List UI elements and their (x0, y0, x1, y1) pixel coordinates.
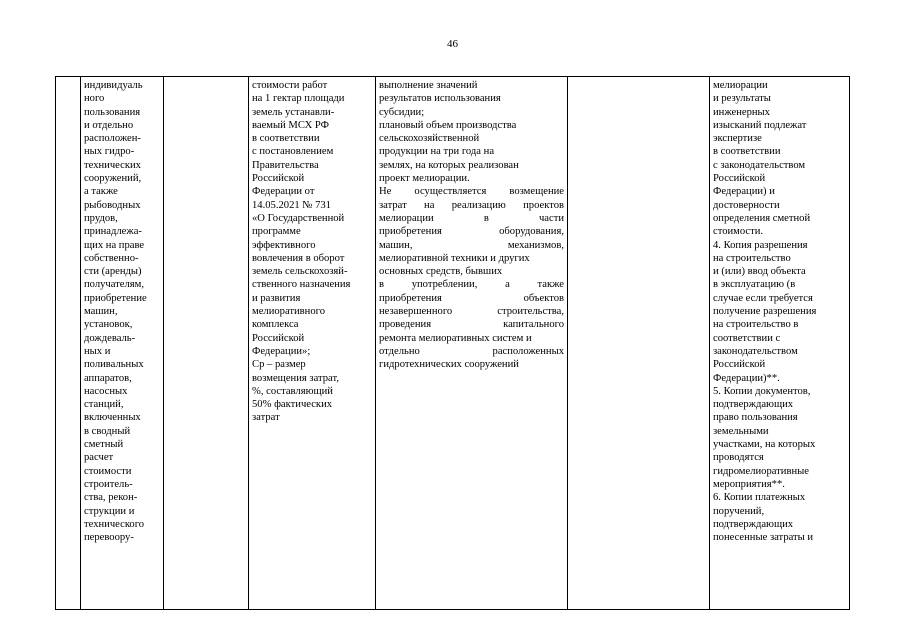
text-line: участками, на которых (713, 439, 816, 451)
cell-conditions (376, 77, 568, 610)
text-line: установок, (84, 319, 133, 331)
text-line: принадлежа- (84, 226, 142, 238)
text-line: мелиорации (713, 80, 768, 91)
text-line: мелиоративного (252, 306, 326, 318)
text-line: плановый объем производства (379, 119, 517, 131)
text-line: проект мелиорации. (379, 173, 470, 185)
text-line: проведения капитального (379, 319, 564, 331)
text-line: Российской (713, 359, 766, 371)
text-line: сооружений, (84, 173, 142, 185)
text-line: ного (84, 93, 105, 105)
text-line: программе (252, 226, 301, 238)
text-line: на 1 гектар площади (252, 93, 345, 105)
cell-rate-formula (249, 77, 376, 610)
text-line: с законодательством (713, 159, 806, 171)
text-line: затрат (252, 412, 280, 424)
text-line: собственно- (84, 252, 139, 264)
text-line: и развития (252, 292, 301, 304)
text-line: ства, рекон- (84, 492, 138, 504)
text-line: технического (84, 518, 145, 530)
text-line: соответствии с (713, 332, 781, 344)
text-line: 14.05.2021 № 731 (252, 199, 331, 211)
text-line: определения сметной (713, 212, 811, 224)
text-line: Федерации от (252, 186, 315, 198)
text-line: технических (84, 159, 141, 171)
text-line: насосных (84, 385, 128, 397)
text-line: 4. Копия разрешения (713, 239, 808, 251)
text-line: в сводный (84, 425, 131, 437)
text-line: прудов, (84, 212, 118, 224)
text-line: машин, механизмов, (379, 239, 564, 251)
text-line: ных и (84, 345, 111, 357)
text-line: продукции на три года на (379, 146, 495, 158)
text-line: с постановлением (252, 146, 334, 158)
text-line: расположен- (84, 133, 141, 145)
text-line: основных средств, бывших (379, 266, 503, 278)
text-line: ственного назначения (252, 279, 351, 291)
text-line: ваемый МСХ РФ (252, 119, 329, 131)
text-line: перевоору- (84, 532, 134, 544)
text-line: выполнение значений (379, 80, 478, 91)
text-line: стоимости (84, 465, 132, 477)
cell-empty (164, 77, 249, 610)
text-line: включенных (84, 412, 141, 424)
text-line: получение разрешения (713, 306, 817, 318)
text-line: Правительства (252, 159, 319, 171)
text-line: пользования (84, 106, 141, 118)
text-line: мелиоративной техники и других (379, 252, 530, 264)
text-line: аппаратов, (84, 372, 132, 384)
text-line: и (или) ввод объекта (713, 266, 806, 278)
text-line: «О Государственной (252, 212, 345, 224)
text-line: законодательством (713, 345, 798, 357)
text-line: субсидии; (379, 106, 425, 118)
text-line: и отдельно (84, 119, 134, 131)
text-line: на строительство (713, 252, 791, 264)
text-line: земельными (713, 425, 769, 437)
text-line: гидромелиоративные (713, 465, 809, 477)
text-line: незавершенного строительства, (379, 306, 564, 318)
text-line: в соответствии (252, 133, 320, 145)
text-line: ных гидро- (84, 146, 135, 158)
table-row (56, 77, 850, 610)
text-line: земель устанавли- (252, 106, 335, 118)
text-line: возмещения затрат, (252, 372, 339, 384)
text-line: вовлечения в оборот (252, 252, 345, 264)
text-line: Не осуществляется возмещение (379, 186, 564, 198)
text-line: достоверности (713, 199, 780, 211)
text-line: право пользования (713, 412, 798, 424)
text-line: изысканий подлежат (713, 119, 807, 131)
text-line: приобретение (84, 292, 147, 304)
text-line: приобретения оборудования, (379, 226, 564, 238)
cell-documents (710, 77, 850, 610)
text-line: Российской (713, 173, 766, 185)
text-line: Ср – размер (252, 359, 306, 371)
text-line: земель сельскохозяй- (252, 266, 348, 278)
subsidy-conditions-table (55, 76, 850, 610)
text-line: поливальных (84, 359, 144, 371)
text-line: в эксплуатацию (в (713, 279, 796, 291)
text-line: проводятся (713, 452, 764, 464)
text-line: а также (84, 186, 118, 198)
text-line: Российской (252, 332, 305, 344)
text-line: Российской (252, 173, 305, 185)
text-line: Федерации»; (252, 345, 311, 357)
text-line: 5. Копии документов, (713, 385, 811, 397)
text-line: ремонта мелиоративных систем и (379, 332, 532, 344)
text-line: мелиорации в части (379, 212, 564, 224)
cell-description (81, 77, 164, 610)
text-line: гидротехнических сооружений (379, 359, 519, 371)
text-line: мероприятия**. (713, 478, 785, 490)
text-line: в употреблении, а также (379, 279, 564, 291)
text-line: и результаты (713, 93, 771, 105)
text-line: машин, (84, 306, 118, 318)
text-line: приобретения объектов (379, 292, 564, 304)
text-line: станций, (84, 399, 124, 411)
text-line: случае если требуется (713, 292, 813, 304)
text-line: 50% фактических (252, 399, 333, 411)
text-line: эффективного (252, 239, 316, 251)
text-line: сельскохозяйственной (379, 133, 480, 145)
text-line: %, составляющий (252, 385, 333, 397)
text-line: расчет (84, 452, 114, 464)
text-line: поручений, (713, 505, 765, 517)
text-line: результатов использования (379, 93, 501, 105)
text-line: рыбоводных (84, 199, 141, 211)
text-line: комплекса (252, 319, 299, 331)
text-line: Федерации)**. (713, 372, 780, 384)
text-line: 6. Копии платежных (713, 492, 806, 504)
text-line: подтверждающих (713, 518, 794, 530)
text-line: отдельно расположенных (379, 345, 564, 357)
text-line: дождеваль- (84, 332, 136, 344)
text-line: на строительство в (713, 319, 799, 331)
text-line: струкции и (84, 505, 135, 517)
page-number: 46 (447, 38, 458, 50)
text-line: сти (аренды) (84, 266, 142, 278)
text-line: стоимости. (713, 226, 764, 238)
text-line: инженерных (713, 106, 770, 118)
text-line: щих на праве (84, 239, 145, 251)
text-line: в соответствии (713, 146, 781, 158)
cell-empty-2 (568, 77, 710, 610)
text-line: получателям, (84, 279, 145, 291)
text-line: затрат на реализацию проектов (379, 199, 564, 211)
cell-number (56, 77, 81, 610)
text-line: понесенные затраты и (713, 532, 814, 544)
text-line: подтверждающих (713, 399, 794, 411)
text-line: стоимости работ (252, 80, 328, 91)
text-line: Федерации) и (713, 186, 775, 198)
text-line: экспертизе (713, 133, 762, 145)
text-line: землях, на которых реализован (379, 159, 519, 171)
text-line: индивидуаль (84, 80, 143, 91)
text-line: строитель- (84, 478, 133, 490)
text-line: сметный (84, 439, 124, 451)
